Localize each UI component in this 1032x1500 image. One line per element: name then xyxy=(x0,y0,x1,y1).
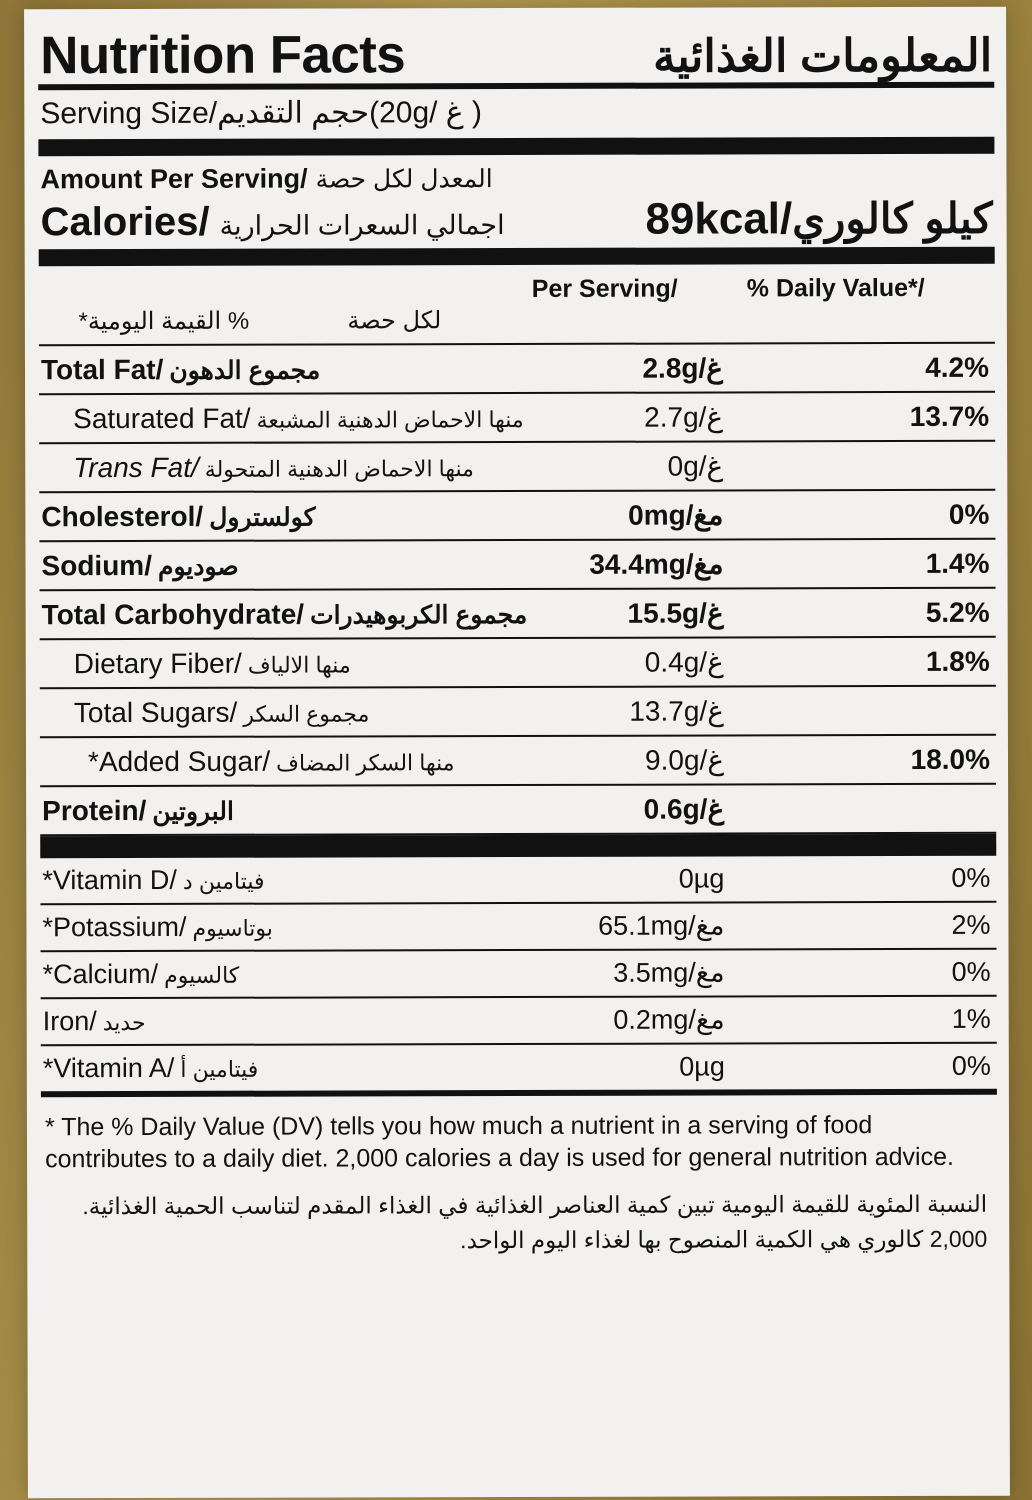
nutrient-daily-value: 0% xyxy=(951,956,991,987)
nutrient-row xyxy=(39,393,995,443)
nutrient-name-en: Dietary Fiber/ xyxy=(73,647,242,680)
nutrient-name-en: *Potassium/ xyxy=(42,911,187,943)
nutrient-daily-value xyxy=(747,475,993,476)
nutrient-name xyxy=(43,1005,534,1037)
calories-value: 89kcal/ xyxy=(645,194,793,244)
nutrient-name-ar: منها الاحماض الدهنية المشبعة xyxy=(256,406,524,433)
nutrient-daily-value: 0% xyxy=(951,862,991,893)
nutrient-daily-value: 1.8% xyxy=(925,645,990,677)
nutrient-amount: 34.4mg/مغ xyxy=(589,548,724,580)
nutrient-name-en: *Added Sugar/ xyxy=(87,745,271,778)
nutrient-name-en: *Calcium/ xyxy=(42,958,159,990)
col-daily-value-en: % Daily Value*/ xyxy=(746,273,925,303)
nutrient-amount: 0mg/مغ xyxy=(628,499,724,531)
nutrient-name-ar: مجموع الدهون xyxy=(169,356,321,385)
nutrient-amount: 15.5g/غ xyxy=(627,597,724,629)
nutrient-name xyxy=(73,451,532,484)
nutrient-name xyxy=(73,402,532,435)
nutrient-name-ar: فيتامين أ xyxy=(180,1056,259,1082)
nutrient-name-en: Total Sugars/ xyxy=(73,696,238,729)
nutrient-daily-value: 0% xyxy=(948,498,990,530)
nutrient-daily-value: 0% xyxy=(951,1050,991,1081)
vitamin-rows xyxy=(40,856,997,1092)
footnote-english: * The % Daily Value (DV) tells you how much a nutrient in a serving of food contributes to a daily diet. 2,000 calories a day is used for general nutrition advice. xyxy=(44,1111,954,1174)
nutrient-name-ar: منها السكر المضاف xyxy=(276,750,455,776)
nutrient-name xyxy=(41,549,532,582)
nutrient-name-en: *Vitamin D/ xyxy=(42,864,177,896)
nutrient-name xyxy=(43,1052,534,1084)
nutrient-name xyxy=(74,647,533,680)
nutrient-amount: 9.0g/غ xyxy=(644,744,725,776)
nutrient-name xyxy=(41,500,532,533)
nutrient-name-ar: مجموع السكر xyxy=(243,701,370,727)
nutrient-name-ar: منها الاحماض الدهنية المتحولة xyxy=(204,456,474,482)
amount-per-serving-row xyxy=(38,154,994,198)
nutrient-amount: 0µg xyxy=(678,863,725,894)
serving-size-row xyxy=(38,88,994,140)
nutrient-name-en: Total Carbohydrate/ xyxy=(41,598,305,631)
label-title xyxy=(38,21,994,85)
nutrient-row xyxy=(40,785,996,835)
nutrient-daily-value: 4.2% xyxy=(925,351,990,383)
title-arabic: المعلومات الغذائية xyxy=(653,29,993,82)
calories-label-en: Calories/ xyxy=(40,199,210,245)
nutrient-amount: 2.7g/غ xyxy=(644,401,724,433)
serving-size-value: (20g/ غ ) xyxy=(369,96,483,130)
nutrient-name xyxy=(42,598,533,631)
column-headers-en xyxy=(39,264,995,306)
nutrient-amount: 0µg xyxy=(679,1051,725,1082)
nutrient-daily-value: 1% xyxy=(951,1003,991,1034)
nutrient-row xyxy=(39,442,995,492)
footnote-arabic: النسبة المئوية للقيمة اليومية تبين كمية العناصر الغذائية في الغذاء المقدم لتناسب الحمية الغذائية. 2,000 كالوري هي الكمية المنصوح بها لغذاء اليوم الواحد. xyxy=(82,1190,988,1253)
nutrient-daily-value: 13.7% xyxy=(909,400,990,432)
nutrient-row xyxy=(40,903,996,951)
label-inner xyxy=(38,21,997,1258)
nutrient-row xyxy=(39,344,995,394)
nutrient-name xyxy=(74,696,533,729)
nutrient-row xyxy=(40,589,996,639)
calories-label-ar: اجمالي السعرات الحرارية xyxy=(219,210,505,241)
nutrient-name-ar: مجموع الكربوهيدرات xyxy=(310,600,528,630)
nutrient-amount: 3.5mg/مغ xyxy=(613,957,725,988)
divider-thick-under-protein xyxy=(40,834,996,859)
nutrient-name-en: Total Fat/ xyxy=(40,353,164,386)
nutrient-row xyxy=(40,856,996,904)
nutrient-name-en: Saturated Fat/ xyxy=(73,402,251,435)
nutrient-name xyxy=(42,911,533,943)
nutrient-amount: 0g/غ xyxy=(667,450,724,482)
serving-size-label-ar: حجم التقديم xyxy=(217,96,370,130)
nutrient-daily-value: 18.0% xyxy=(910,743,991,775)
nutrient-amount: 2.8g/غ xyxy=(642,352,724,384)
nutrient-daily-value: 1.4% xyxy=(925,547,990,579)
column-headers-ar xyxy=(39,303,995,345)
nutrient-row xyxy=(41,1044,997,1092)
col-per-serving-ar: لكل حصة xyxy=(347,307,442,335)
col-daily-value-ar: % القيمة اليومية* xyxy=(78,307,250,336)
nutrient-name-ar: بوتاسيوم xyxy=(192,915,273,941)
nutrient-name xyxy=(42,864,533,896)
amount-per-serving-en: Amount Per Serving/ xyxy=(40,163,308,195)
calories-row xyxy=(39,195,995,250)
nutrient-name-en: Sodium/ xyxy=(41,549,153,582)
nutrient-name-en: Protein/ xyxy=(42,794,147,827)
nutrition-facts-label xyxy=(24,7,1010,1499)
nutrient-row xyxy=(40,736,996,786)
nutrient-name-en: Cholesterol/ xyxy=(41,500,204,533)
nutrient-amount: 13.7g/غ xyxy=(629,695,724,727)
nutrient-name xyxy=(88,745,533,778)
nutrient-row xyxy=(40,638,996,688)
nutrient-name xyxy=(43,958,534,990)
nutrient-name-ar: البروتين xyxy=(152,797,234,826)
nutrient-row xyxy=(41,997,997,1045)
nutrient-daily-value: 2% xyxy=(951,909,991,940)
nutrient-name-en: Iron/ xyxy=(42,1006,97,1037)
nutrient-name xyxy=(41,353,532,386)
nutrient-name-ar: فيتامين د xyxy=(182,868,265,894)
nutrient-row xyxy=(41,950,997,998)
nutrient-name-en: Trans Fat/ xyxy=(73,451,199,484)
nutrient-daily-value xyxy=(748,818,994,819)
nutrient-row xyxy=(39,540,995,590)
amount-per-serving-ar: المعدل لكل حصة xyxy=(315,165,493,194)
nutrient-amount: 65.1mg/مغ xyxy=(598,910,725,941)
calories-value-unit-ar: كيلو كالوري xyxy=(792,194,993,243)
nutrient-name-ar: حديد xyxy=(102,1009,146,1036)
nutrient-daily-value: 5.2% xyxy=(925,596,990,628)
col-per-serving-en: Per Serving/ xyxy=(531,274,678,303)
nutrient-name xyxy=(42,794,533,827)
nutrient-amount: 0.4g/غ xyxy=(644,646,724,678)
nutrient-daily-value xyxy=(748,720,994,721)
nutrient-name-ar: منها الالياف xyxy=(247,652,351,678)
nutrient-amount: 0.2mg/مغ xyxy=(613,1004,725,1035)
title-english: Nutrition Facts xyxy=(40,25,406,86)
nutrient-name-ar: صوديوم xyxy=(157,552,239,581)
nutrient-name-en: *Vitamin A/ xyxy=(42,1052,175,1084)
nutrient-name-ar: كولسترول xyxy=(209,503,316,532)
nutrient-amount: 0.6g/غ xyxy=(643,793,725,825)
nutrient-name-ar: كالسيوم xyxy=(164,962,240,988)
nutrient-rows xyxy=(39,344,996,837)
serving-size-label-en: Serving Size/ xyxy=(40,96,218,131)
nutrient-row xyxy=(39,491,995,541)
nutrient-row xyxy=(40,687,996,737)
